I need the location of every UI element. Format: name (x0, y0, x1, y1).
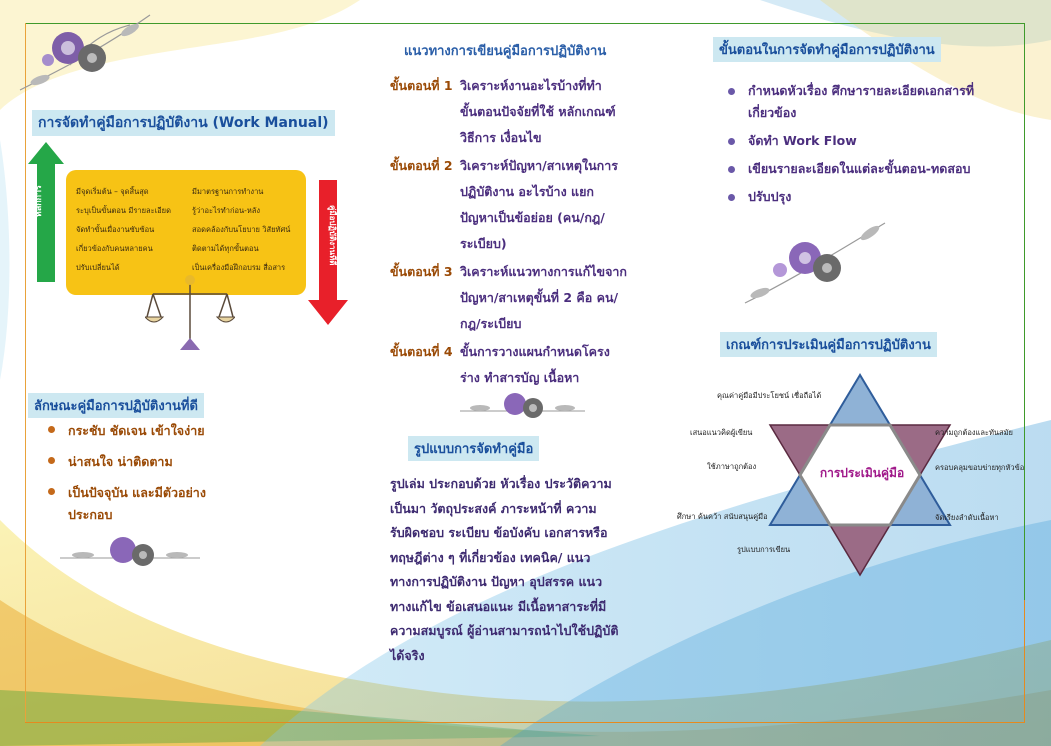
bullet-dot-icon (728, 194, 735, 201)
evaluation-title: เกณฑ์การประเมินคู่มือการปฏิบัติงาน (720, 332, 937, 357)
good-manual-item-text: น่าสนใจ น่าติดตาม (68, 454, 173, 469)
writing-step-line: ปัญหาเป็นข้อย่อย (คน/กฎ/ (460, 210, 605, 225)
writing-step-line: ปัญหา/สาเหตุขั้นที่ 2 คือ คน/ (460, 290, 619, 305)
good-manual-list (48, 420, 248, 535)
good-manual-item (48, 451, 248, 473)
good-manual-item-text: เป็นปัจจุบัน และมีตัวอย่างประกอบ (68, 485, 206, 522)
writing-step-line: ระเบียบ) (460, 236, 507, 251)
frame-right-lower-border (1024, 600, 1025, 722)
eval-label-language: ใช้ภาษาถูกต้อง (707, 462, 757, 471)
principles-right-list (192, 182, 307, 277)
star-point-top (830, 375, 890, 425)
eval-label-format: รูปแบบการเขียน (737, 545, 791, 554)
good-manual-item-text: กระชับ ชัดเจน เข้าใจง่าย (68, 423, 205, 438)
format-line: เป็นมา วัตถุประสงค์ ภาระหน้าที่ ความ (390, 500, 597, 516)
procedure-item-line: ปรับปรุง (748, 189, 792, 204)
format-line: ความสมบูรณ์ ผู้อ่านสามารถนำไปใช้ปฏิบัติ (390, 623, 619, 638)
procedure-item (728, 186, 1018, 208)
work-manual-title: การจัดทำคู่มือการปฏิบัติงาน (Work Manual) (32, 110, 335, 136)
writing-step (390, 339, 650, 391)
format-line: ทางการปฏิบัติงาน ปัญหา อุปสรรค แนว (390, 574, 603, 589)
principles-left-list (76, 182, 186, 277)
arrow-up-label: หลักการ (34, 185, 44, 218)
writing-step-label: ขั้นตอนที่ 2 (390, 158, 453, 173)
writing-step (390, 73, 650, 151)
format-title: รูปแบบการจัดทำคู่มือ (408, 436, 539, 461)
procedure-item (728, 130, 1018, 152)
principle-item: ระบุเป็นขั้นตอน มีรายละเอียด (76, 206, 171, 215)
good-manual-item (48, 482, 248, 526)
frame-top-border (25, 23, 1025, 24)
format-description (390, 472, 650, 668)
writing-step-line: ปฏิบัติงาน อะไรบ้าง แยก (460, 184, 594, 199)
writing-guide-title: แนวทางการเขียนคู่มือการปฏิบัติงาน (404, 44, 607, 59)
principle-item: เกี่ยวข้องกับคนหลายคน (76, 244, 153, 253)
procedure-item-line: จัดทำ Work Flow (748, 133, 857, 148)
writing-steps (390, 73, 650, 393)
good-manual-title: ลักษณะคู่มือการปฏิบัติงานที่ดี (28, 393, 204, 418)
writing-step-line: ร่าง ทำสารบัญ เนื้อหา (460, 370, 580, 385)
evaluation-center-label: การประเมินคู่มือ (819, 466, 905, 480)
writing-step-line: วิเคราะห์งานอะไรบ้างที่ทำ (460, 78, 602, 93)
writing-step-line: ขั้นตอนปัจจัยที่ใช้ หลักเกณฑ์ (460, 104, 616, 119)
format-line: รับผิดชอบ ระเบียบ ข้อบังคับ เอกสารหรือ (390, 525, 608, 540)
writing-step-label: ขั้นตอนที่ 1 (390, 78, 453, 93)
writing-step-body (460, 259, 650, 337)
writing-step (390, 153, 650, 257)
bullet-dot-icon (48, 426, 55, 433)
writing-step-body (460, 73, 650, 151)
principle-item: สอดคล้องกับนโยบาย วิสัยทัศน์ (192, 225, 291, 234)
eval-label-coverage: ครอบคลุมขอบข่ายทุกหัวข้อ (935, 463, 1025, 472)
principle-item: จัดทำขั้นเมื่องานซับซ้อน (76, 225, 155, 234)
eval-label-value: คุณค่าคู่มือมีประโยชน์ เชื่อถือได้ (717, 391, 822, 400)
procedure-item-line: กำหนดหัวเรื่อง ศึกษารายละเอียดเอกสารที่ (748, 83, 975, 98)
eval-label-ordering: จัดเรียงลำดับเนื้อหา (935, 513, 999, 522)
procedure-item-line: เขียนรายละเอียดในแต่ละขั้นตอน-ทดสอบ (748, 161, 971, 176)
procedure-title: ขั้นตอนในการจัดทำคู่มือการปฏิบัติงาน (713, 37, 941, 62)
flower-decoration-icon (735, 218, 895, 313)
procedure-item (728, 158, 1018, 180)
format-line: ทฤษฎีต่าง ๆ ที่เกี่ยวข้อง เทคนิค/ แนว (390, 549, 591, 565)
scales-icon (145, 272, 235, 354)
procedure-item (728, 80, 1018, 124)
bullet-dot-icon (728, 88, 735, 95)
frame-right-border (1024, 23, 1025, 623)
star-point-bottom (830, 525, 890, 575)
bullet-dot-icon (48, 457, 55, 464)
flower-decoration-icon (10, 10, 160, 100)
writing-step-line: วิเคราะห์ปัญหา/สาเหตุในการ (460, 158, 618, 173)
bullet-dot-icon (728, 166, 735, 173)
arrow-down-label: คู่มือปฏิบัติงานที่ดี (328, 205, 337, 266)
format-line: รูปเล่ม ประกอบด้วย หัวเรื่อง ประวัติความ (390, 476, 612, 491)
principle-item: มีมาตรฐานการทำงาน (192, 187, 264, 196)
eval-label-ideas: เสนอแนวคิดผู้เขียน (690, 428, 753, 437)
writing-step-line: ขั้นการวางแผนกำหนดโครง (460, 344, 610, 359)
procedure-list (728, 80, 1018, 214)
frame-left-border (25, 23, 26, 723)
writing-step-label: ขั้นตอนที่ 4 (390, 344, 453, 359)
principle-item: เป็นเครื่องมือฝึกอบรม สื่อสาร (192, 263, 286, 272)
writing-step-line: วิเคราะห์แนวทางการแก้ไขจาก (460, 264, 627, 279)
principle-item: ปรับเปลี่ยนได้ (76, 263, 120, 272)
writing-step-line: กฎ/ระเบียบ (460, 316, 522, 331)
frame-bottom-border (25, 722, 1025, 723)
procedure-item-line: เกี่ยวข้อง (748, 105, 797, 120)
good-manual-item (48, 420, 248, 442)
bullet-dot-icon (48, 488, 55, 495)
writing-step (390, 259, 650, 337)
principle-item: รู้ว่าอะไรทำก่อน-หลัง (192, 206, 261, 215)
eval-label-accuracy: ความถูกต้องและทันสมัย (935, 428, 1013, 437)
writing-step-body (460, 153, 650, 257)
flower-decoration-icon (55, 530, 205, 580)
principle-item: ติดตามได้ทุกขั้นตอน (192, 244, 259, 253)
bullet-dot-icon (728, 138, 735, 145)
eval-label-research: ศึกษา ค้นคว้า สนับสนุนคู่มือ (677, 512, 768, 521)
format-line: ทางแก้ไข ข้อเสนอแนะ มีเนื้อหาสาระที่มี (390, 598, 607, 614)
principle-item: มีจุดเริ่มต้น – จุดสิ้นสุด (76, 187, 149, 196)
writing-step-body (460, 339, 650, 391)
writing-step-line: วิธีการ เงื่อนไข (460, 130, 542, 145)
writing-step-label: ขั้นตอนที่ 3 (390, 264, 453, 279)
format-line: ได้จริง (390, 647, 425, 663)
